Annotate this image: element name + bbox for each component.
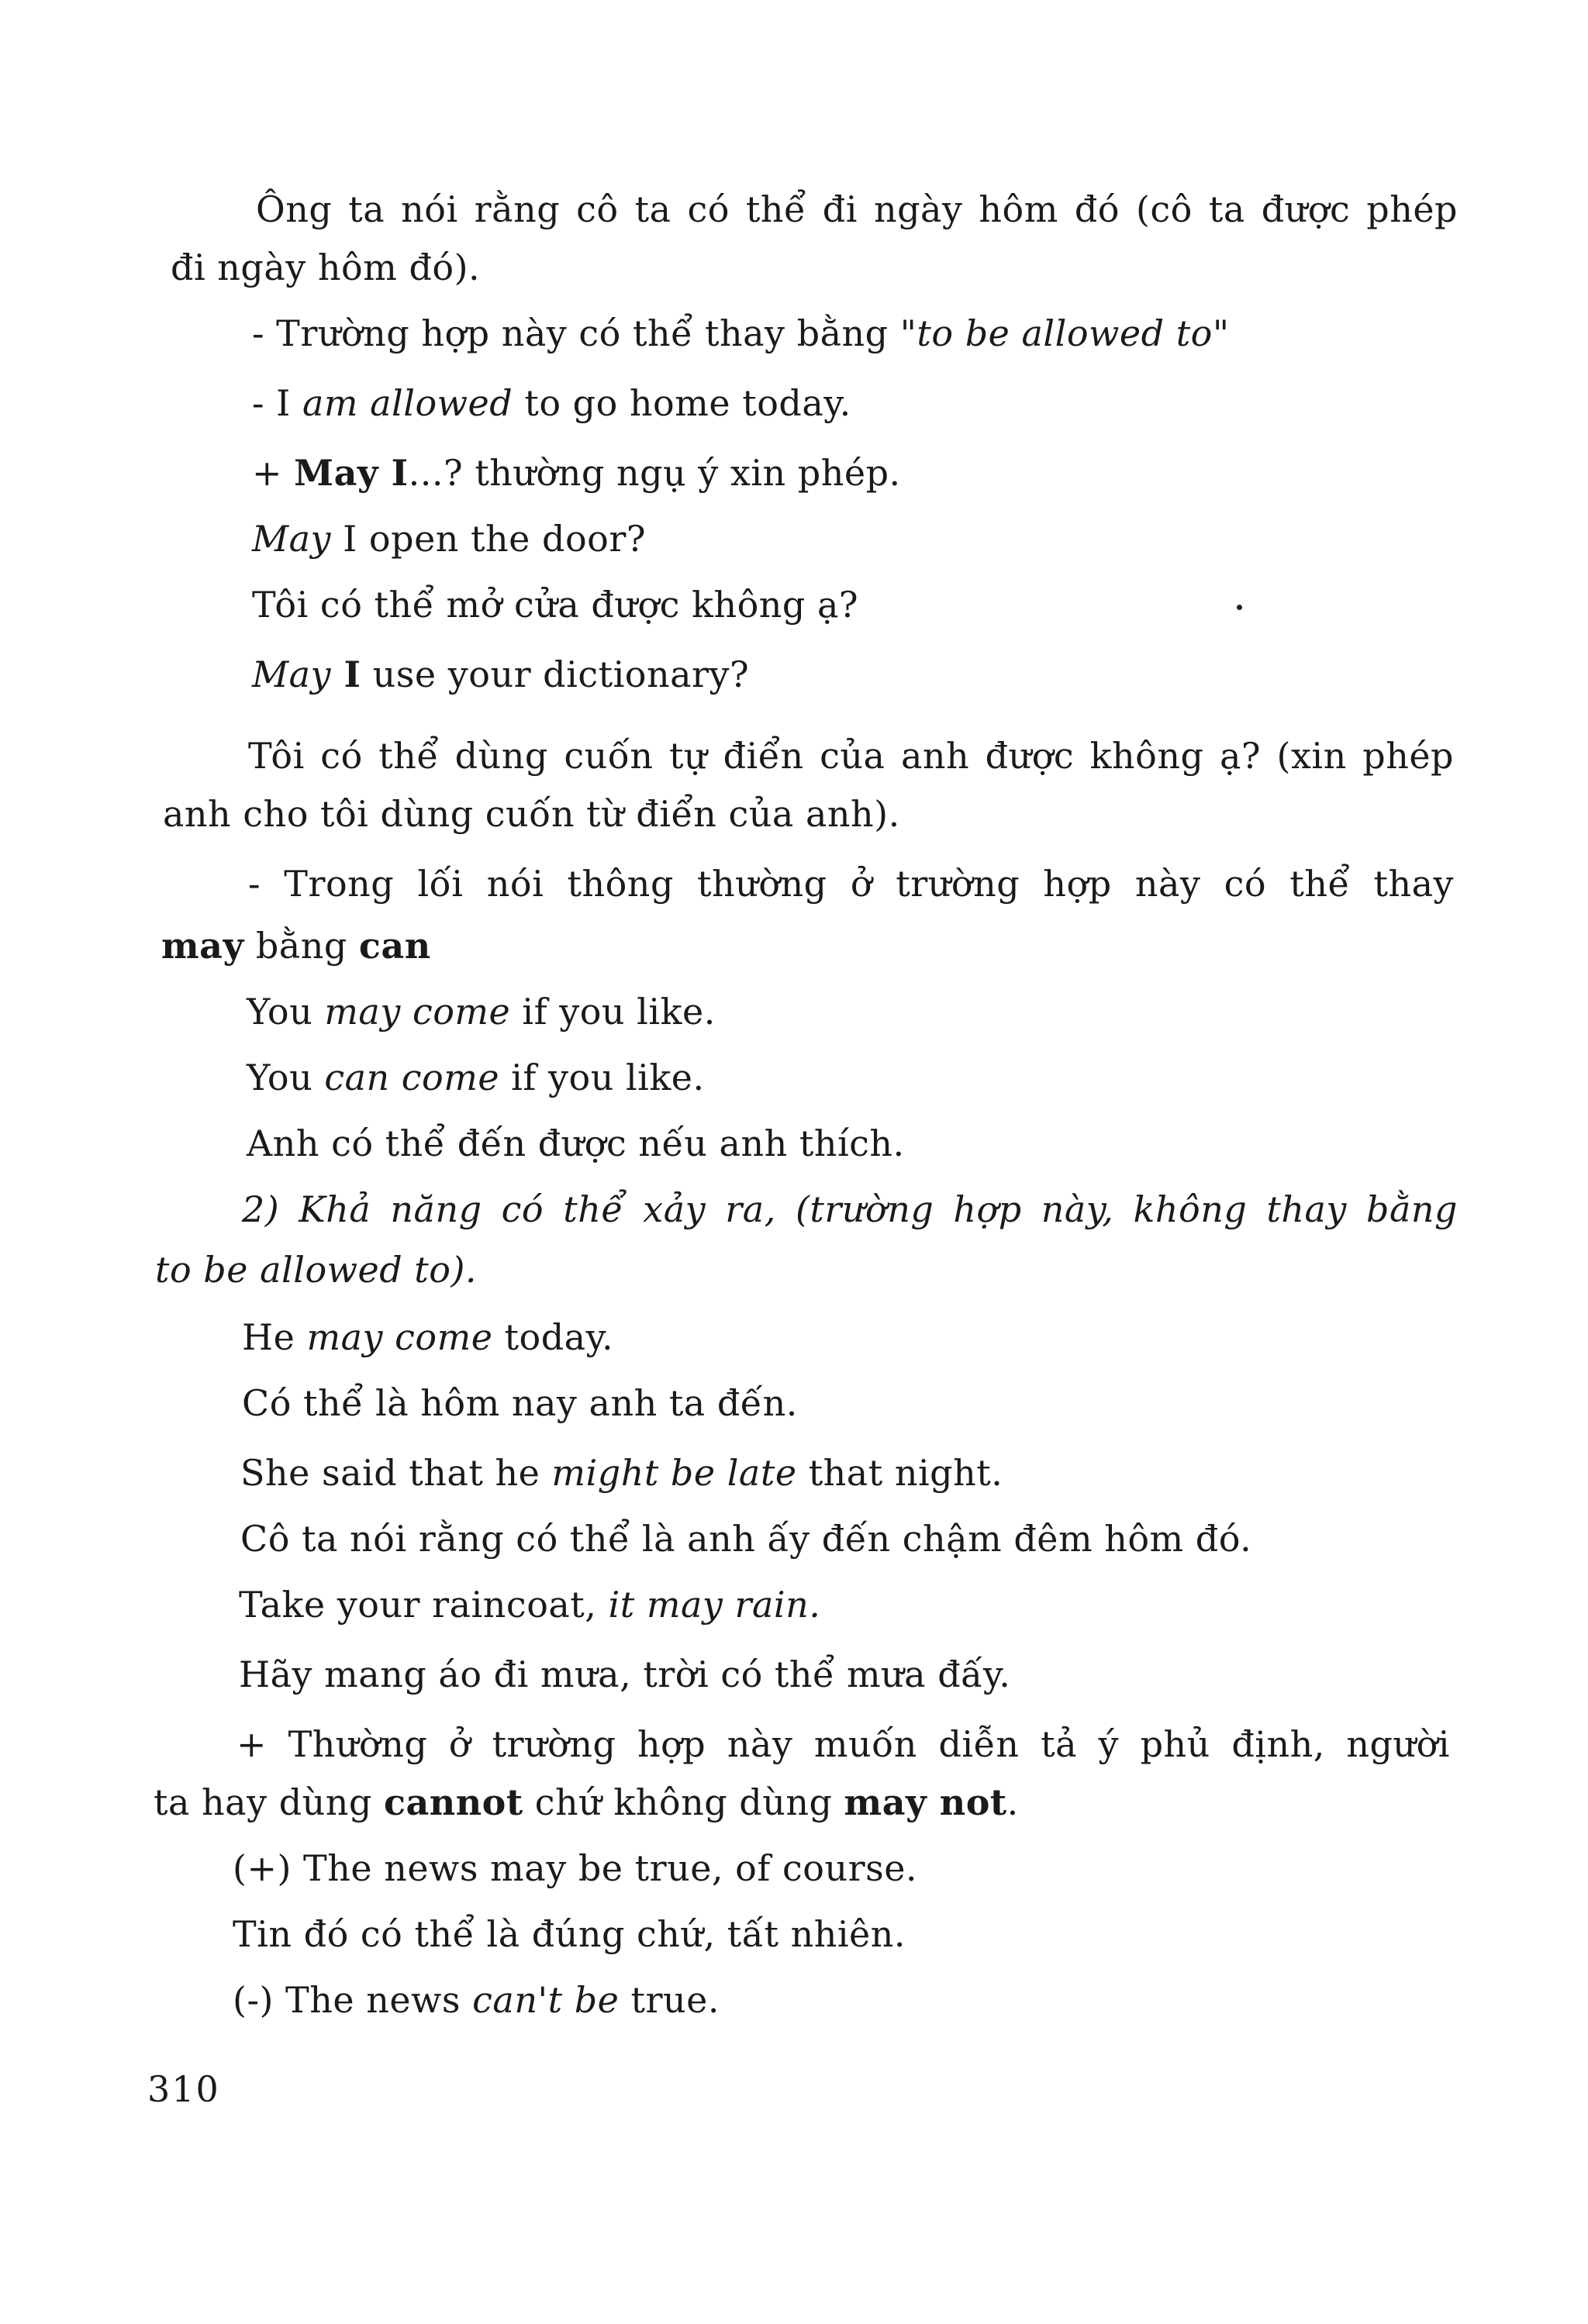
example-sentence: (-) The news can't be true. [233,1979,720,2021]
section-heading: 2) Khả năng có thể xảy ra, (trường hợp này, không thay bằng [242,1188,1458,1230]
paragraph-line: - Trong lối nói thông thường ở trường hợp này có thể thay [248,863,1454,905]
translation-line: Tôi có thể dùng cuốn tự điển của anh được không ạ? (xin phép [248,735,1454,777]
paragraph-line: - Trường hợp này có thể thay bằng "to be allowed to" [252,312,1230,354]
paragraph-line: Ông ta nói rằng cô ta có thể đi ngày hôm đó (cô ta được phép [256,188,1458,230]
translation-line: Có thể là hôm nay anh ta đến. [242,1382,798,1424]
paragraph-line: + Thường ở trường hợp này muốn diễn tả ý phủ định, người [236,1723,1450,1765]
example-sentence: May I use your dictionary? [252,653,750,695]
translation-line: Tin đó có thể là đúng chứ, tất nhiên. [233,1913,906,1955]
translation-line: Anh có thể đến được nếu anh thích. [247,1122,905,1164]
example-sentence: - I am allowed to go home today. [252,382,851,424]
example-sentence: Take your raincoat, it may rain. [239,1584,821,1626]
paragraph-line: ta hay dùng cannot chứ không dùng may not. [154,1781,1019,1823]
paragraph-line: đi ngày hôm đó). [171,247,481,288]
translation-line: Hãy mang áo đi mưa, trời có thể mưa đấy. [239,1653,1011,1695]
example-sentence: He may come today. [242,1316,614,1358]
translation-line: Tôi có thể mở cửa được không ạ? [252,584,859,626]
example-sentence: May I open the door? [252,518,646,560]
translation-line: anh cho tôi dùng cuốn từ điển của anh). [163,793,900,835]
translation-line: Cô ta nói rằng có thể là anh ấy đến chậm đêm hôm đó. [240,1518,1252,1560]
print-speck [1237,605,1242,610]
example-sentence: (+) The news may be true, of course. [233,1847,918,1889]
example-sentence: You can come if you like. [247,1057,705,1098]
paragraph-line: + May I...? thường ngụ ý xin phép. [252,452,901,494]
example-sentence: You may come if you like. [247,991,716,1033]
page-number: 310 [147,2068,220,2110]
example-sentence: She said that he might be late that night. [240,1452,1003,1494]
section-heading: to be allowed to). [155,1249,478,1291]
paragraph-line: may bằng can [161,925,431,967]
